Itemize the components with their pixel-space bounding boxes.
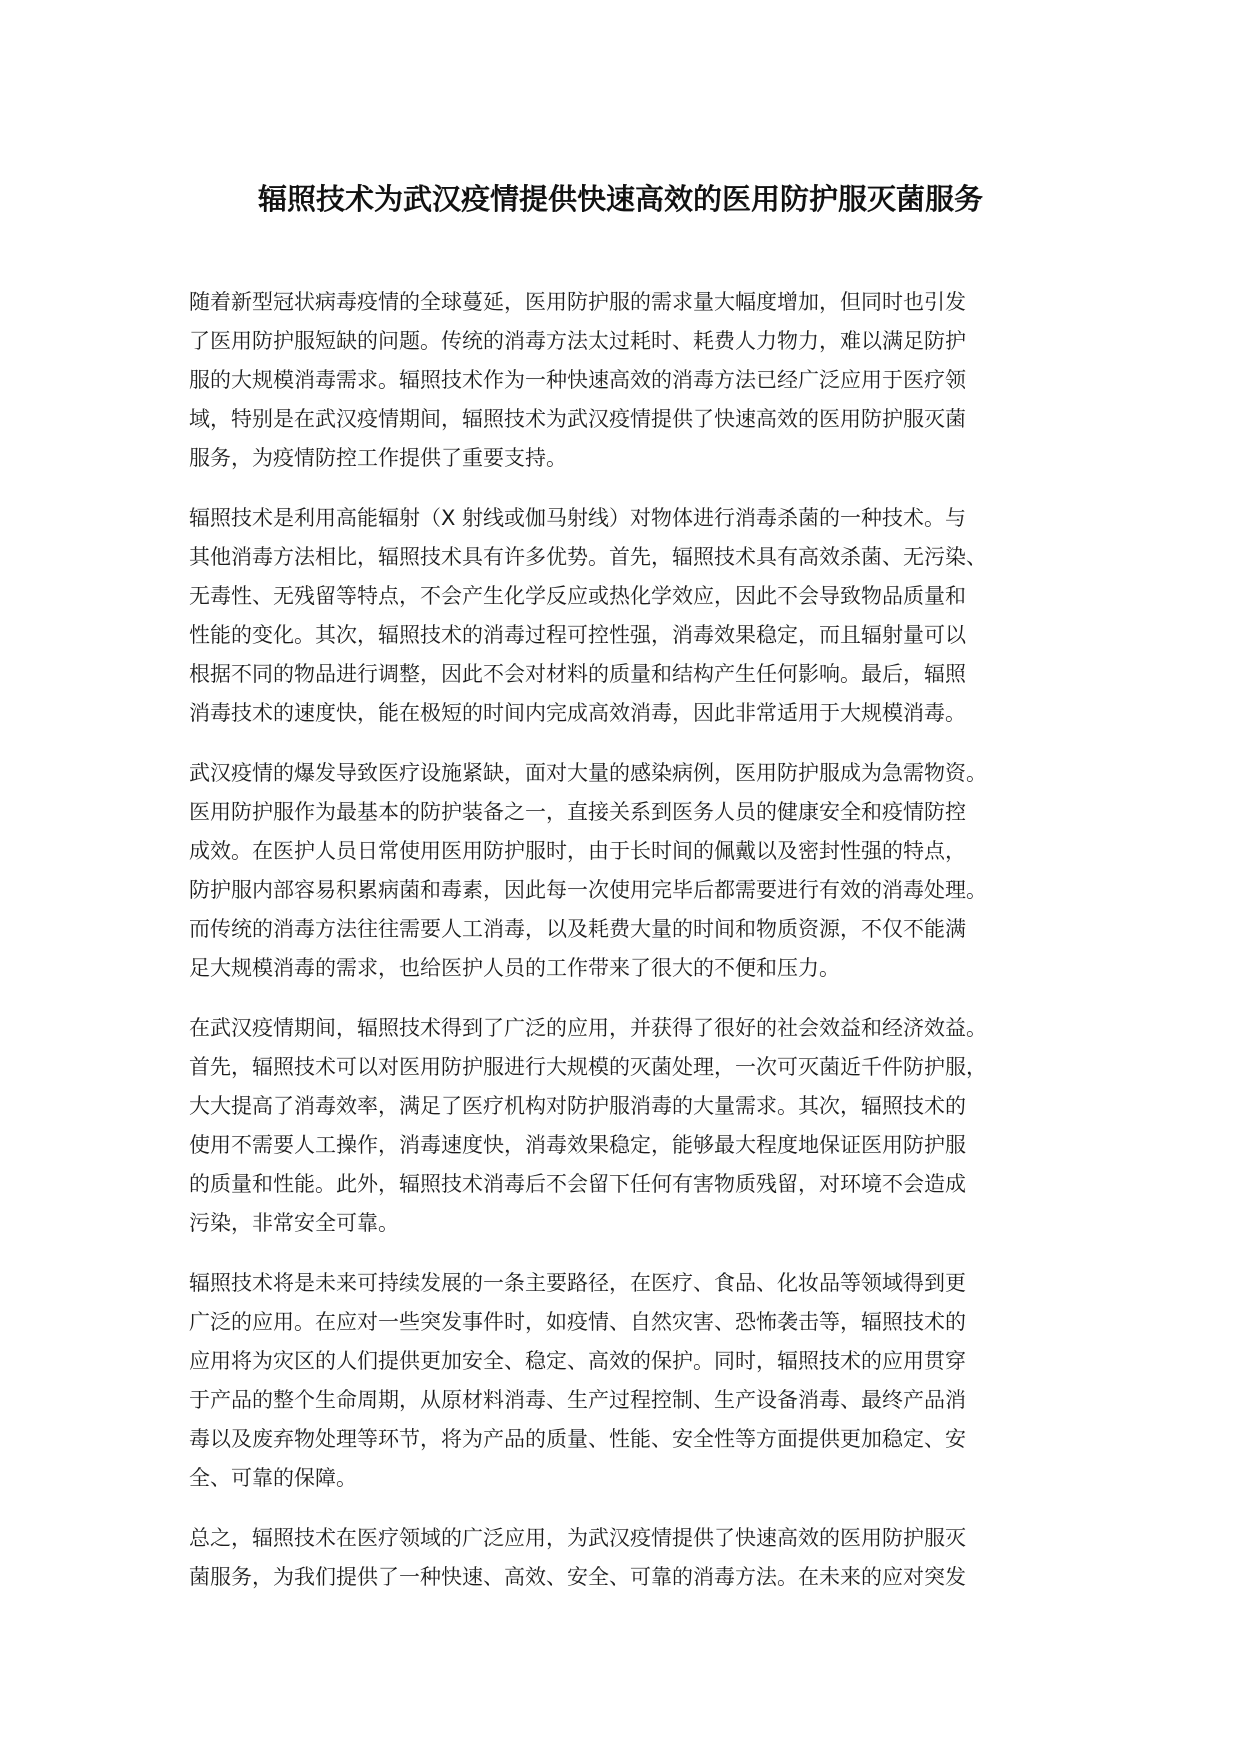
text-line: 消毒技术的速度快，能在极短的时间内完成高效消毒，因此非常适用于大规模消毒。 xyxy=(189,701,966,725)
text-line: 其他消毒方法相比，辐照技术具有许多优势。首先，辐照技术具有高效杀菌、无污染、 xyxy=(189,545,987,569)
paragraph-intro xyxy=(189,283,1089,478)
paragraph-conclusion xyxy=(189,1519,1089,1597)
text-line: 医用防护服作为最基本的防护装备之一，直接关系到医务人员的健康安全和疫情防控 xyxy=(189,800,966,824)
text-line: 的质量和性能。此外，辐照技术消毒后不会留下任何有害物质残留，对环境不会造成 xyxy=(189,1172,966,1196)
text-line: 足大规模消毒的需求，也给医护人员的工作带来了很大的不便和压力。 xyxy=(189,956,840,980)
text-line: 根据不同的物品进行调整，因此不会对材料的质量和结构产生任何影响。最后，辐照 xyxy=(189,662,966,686)
text-line: 全、可靠的保障。 xyxy=(189,1466,357,1490)
paragraph-future xyxy=(189,1264,1089,1498)
text-line: 无毒性、无残留等特点，不会产生化学反应或热化学效应，因此不会导致物品质量和 xyxy=(189,584,966,608)
text-line: 毒以及废弃物处理等环节，将为产品的质量、性能、安全性等方面提供更加稳定、安 xyxy=(189,1427,966,1451)
text-line: 污染，非常安全可靠。 xyxy=(189,1211,399,1235)
text-line: 性能的变化。其次，辐照技术的消毒过程可控性强，消毒效果稳定，而且辐射量可以 xyxy=(189,623,966,647)
text-line: 在武汉疫情期间，辐照技术得到了广泛的应用，并获得了很好的社会效益和经济效益。 xyxy=(189,1016,987,1040)
text-line: 随着新型冠状病毒疫情的全球蔓延，医用防护服的需求量大幅度增加，但同时也引发 xyxy=(189,290,966,314)
text-line: 广泛的应用。在应对一些突发事件时，如疫情、自然灾害、恐怖袭击等，辐照技术的 xyxy=(189,1310,966,1334)
text-line: 辐照技术是利用高能辐射（X 射线或伽马射线）对物体进行消毒杀菌的一种技术。与 xyxy=(189,506,967,530)
paragraph-application xyxy=(189,1009,1089,1243)
text-line: 域，特别是在武汉疫情期间，辐照技术为武汉疫情提供了快速高效的医用防护服灭菌 xyxy=(189,407,966,431)
text-line: 总之，辐照技术在医疗领域的广泛应用，为武汉疫情提供了快速高效的医用防护服灭 xyxy=(189,1526,966,1550)
document-title: 辐照技术为武汉疫情提供快速高效的医用防护服灭菌服务 xyxy=(257,182,983,216)
text-line: 于产品的整个生命周期，从原材料消毒、生产过程控制、生产设备消毒、最终产品消 xyxy=(189,1388,966,1412)
text-line: 大大提高了消毒效率，满足了医疗机构对防护服消毒的大量需求。其次，辐照技术的 xyxy=(189,1094,966,1118)
text-line: 应用将为灾区的人们提供更加安全、稳定、高效的保护。同时，辐照技术的应用贯穿 xyxy=(189,1349,966,1373)
text-line: 菌服务，为我们提供了一种快速、高效、安全、可靠的消毒方法。在未来的应对突发 xyxy=(189,1565,966,1589)
document-body xyxy=(189,283,1089,1618)
text-line: 使用不需要人工操作，消毒速度快，消毒效果稳定，能够最大程度地保证医用防护服 xyxy=(189,1133,966,1157)
text-line: 服务，为疫情防控工作提供了重要支持。 xyxy=(189,446,567,470)
text-line: 辐照技术将是未来可持续发展的一条主要路径，在医疗、食品、化妆品等领域得到更 xyxy=(189,1271,966,1295)
text-line: 首先，辐照技术可以对医用防护服进行大规模的灭菌处理，一次可灭菌近千件防护服， xyxy=(189,1055,987,1079)
text-line: 了医用防护服短缺的问题。传统的消毒方法太过耗时、耗费人力物力，难以满足防护 xyxy=(189,329,966,353)
paragraph-outbreak xyxy=(189,754,1089,988)
text-line: 服的大规模消毒需求。辐照技术作为一种快速高效的消毒方法已经广泛应用于医疗领 xyxy=(189,368,966,392)
paragraph-technology xyxy=(189,499,1089,733)
text-line: 武汉疫情的爆发导致医疗设施紧缺，面对大量的感染病例，医用防护服成为急需物资。 xyxy=(189,761,987,785)
text-line: 而传统的消毒方法往往需要人工消毒，以及耗费大量的时间和物质资源，不仅不能满 xyxy=(189,917,966,941)
text-line: 成效。在医护人员日常使用医用防护服时，由于长时间的佩戴以及密封性强的特点， xyxy=(189,839,966,863)
text-line: 防护服内部容易积累病菌和毒素，因此每一次使用完毕后都需要进行有效的消毒处理。 xyxy=(189,878,987,902)
